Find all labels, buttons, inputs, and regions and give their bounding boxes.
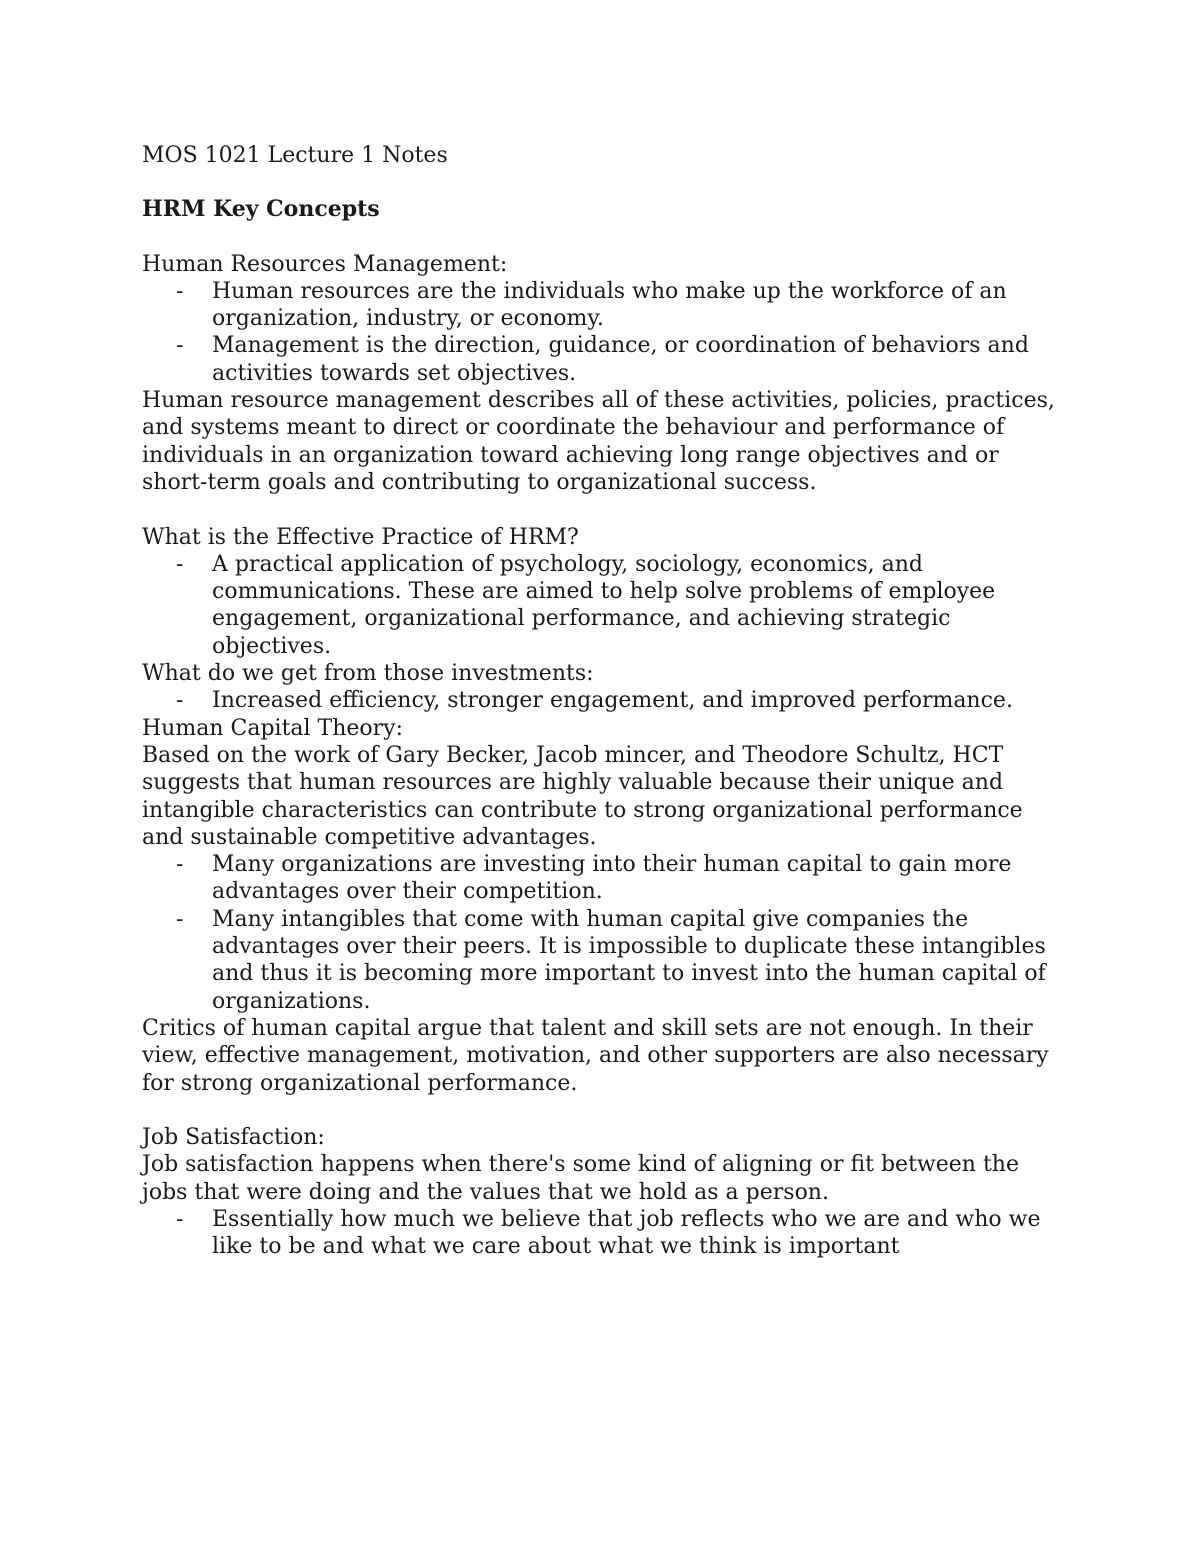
bullet-text: Management is the direction, guidance, or coordination of behaviors and activities towards set objectives. <box>212 333 1029 386</box>
job-bullet-list <box>142 1206 1062 1261</box>
bullet-dash: - <box>176 333 184 359</box>
hrm-label: Human Resources Management: <box>142 251 508 277</box>
effective-bullet-list <box>142 551 1062 660</box>
list-item <box>142 278 1062 333</box>
bullet-dash: - <box>176 278 184 304</box>
bullet-text: Many intangibles that come with human capital give companies the advantages over their peers. It is impossible to duplicate these intangibles and thus it is becoming more important to invest into the human capital of organizations. <box>212 906 1046 1014</box>
hrm-bullet-list <box>142 278 1062 387</box>
list-item <box>142 906 1062 1015</box>
bullet-text: Many organizations are investing into their human capital to gain more advantages over their competition. <box>212 852 1012 905</box>
bullet-dash: - <box>176 906 184 932</box>
bullet-dash: - <box>176 852 184 878</box>
bullet-text: A practical application of psychology, sociology, economics, and communications. These are aimed to help solve problems of employee engagement, organizational performance, and achieving strategic objectives. <box>212 551 996 659</box>
hct-paragraph: Based on the work of Gary Becker, Jacob mincer, and Theodore Schultz, HCT suggests that human resources are highly valuable because their unique and intangible characteristics can contribute to strong organizational performance and sustainable competitive advantages. <box>142 742 1023 850</box>
job-paragraph: Job satisfaction happens when there's some kind of aligning or fit between the jobs that were doing and the values that we hold as a person. <box>142 1152 1019 1205</box>
list-item <box>142 551 1062 660</box>
bullet-text: Human resources are the individuals who make up the workforce of an organization, industry, or economy. <box>212 278 1007 332</box>
hct-label: Human Capital Theory: <box>142 715 404 741</box>
bullet-text: Increased efficiency, stronger engagement, and improved performance. <box>212 688 1013 714</box>
hct-bullet-list <box>142 851 1062 1015</box>
list-item <box>142 851 1062 906</box>
effective-label: What is the Effective Practice of HRM? <box>142 524 579 550</box>
job-label: Job Satisfaction: <box>142 1125 325 1151</box>
list-item <box>142 1206 1062 1261</box>
investments-bullet-list <box>142 687 1062 714</box>
document-title: MOS 1021 Lecture 1 Notes <box>142 143 448 168</box>
bullet-dash: - <box>176 1206 184 1232</box>
list-item <box>142 332 1062 387</box>
section-heading: HRM Key Concepts <box>142 196 380 223</box>
hrm-paragraph: Human resource management describes all of these activities, policies, practices, and systems meant to direct or coordinate the behaviour and performance of individuals in an organization toward achieving long range objectives and or short-term goals and contributing to organizational success. <box>142 388 1055 495</box>
list-item <box>142 687 1062 714</box>
bullet-dash: - <box>176 688 184 714</box>
document-page <box>142 142 1062 1261</box>
bullet-dash: - <box>176 551 184 577</box>
investments-label: What do we get from those investments: <box>142 661 594 687</box>
bullet-text: Essentially how much we believe that job reflects who we are and who we like to be and what we care about what we think is important <box>212 1206 1041 1260</box>
critics-paragraph: Critics of human capital argue that talent and skill sets are not enough. In their view, effective management, motivation, and other supporters are also necessary for strong organizational performance. <box>142 1015 1049 1096</box>
